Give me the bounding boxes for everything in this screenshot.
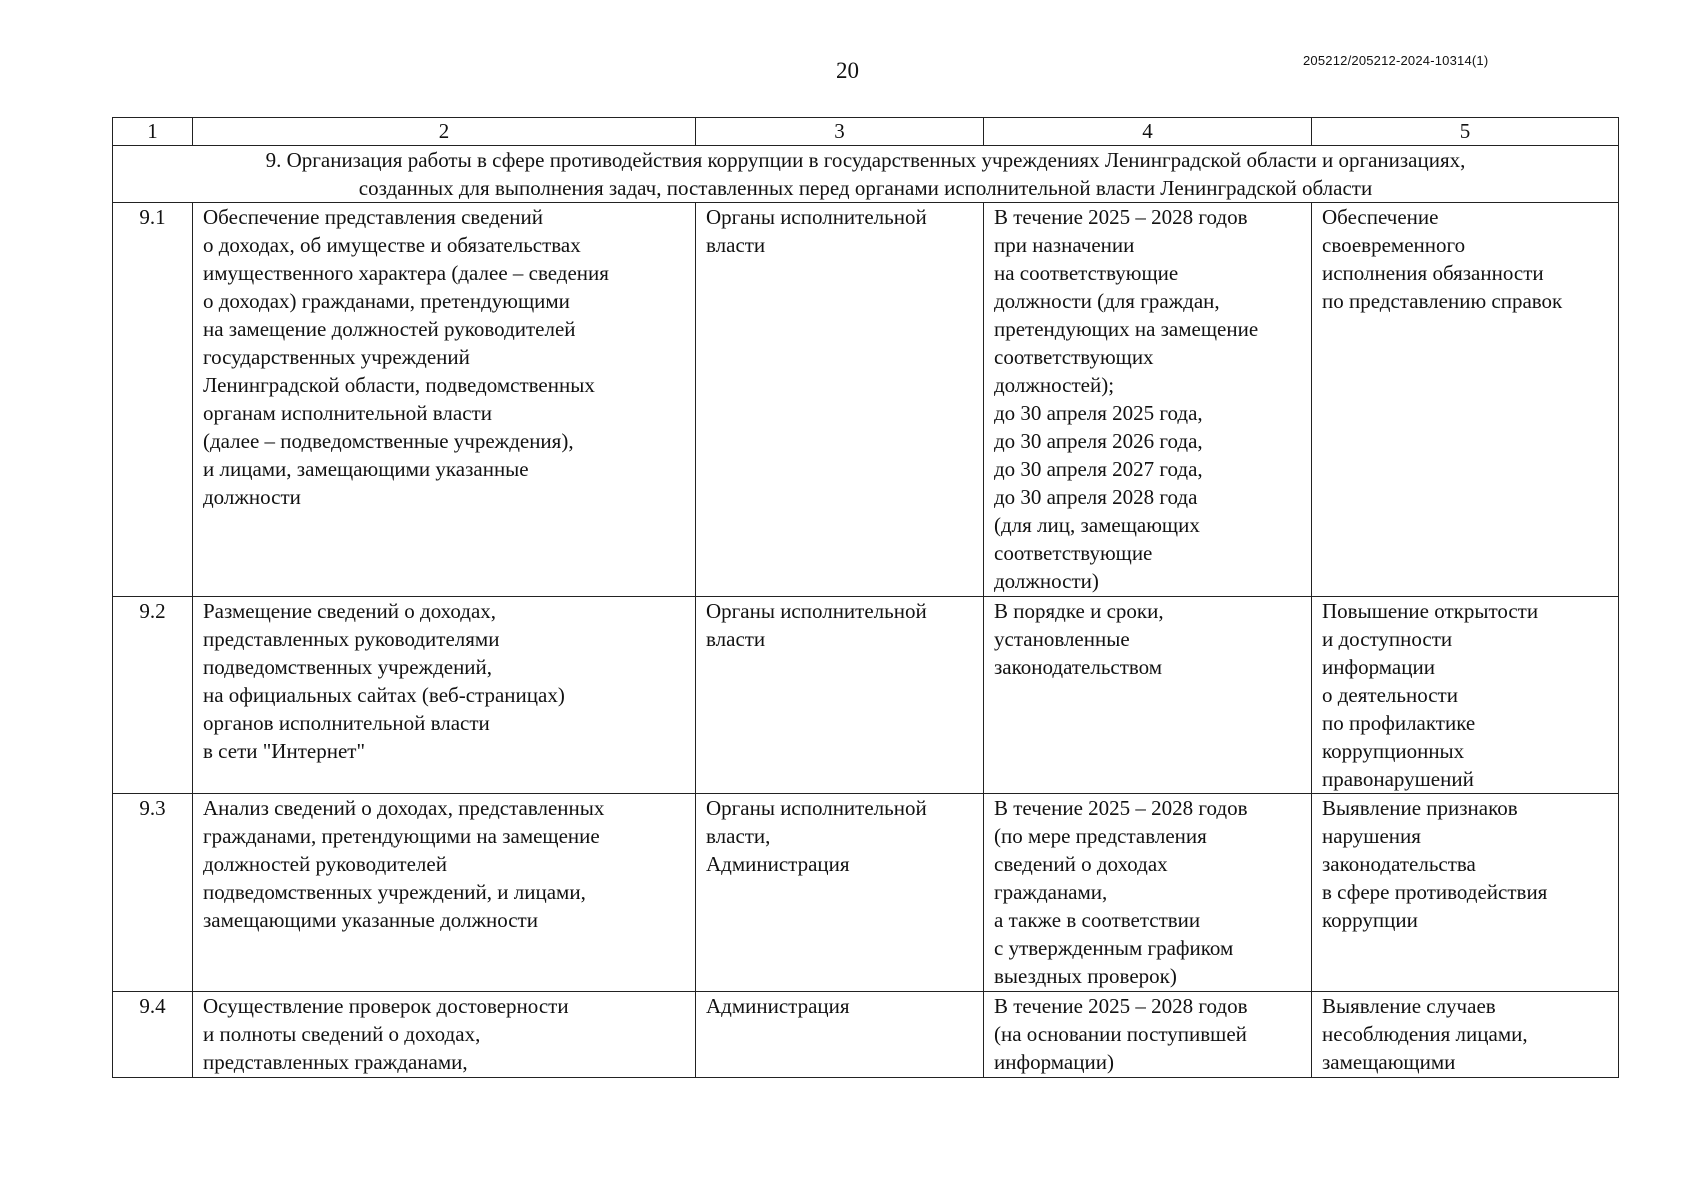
table-row xyxy=(113,992,1619,1078)
row-number: 9.4 xyxy=(113,992,193,1078)
deadline-cell: В течение 2025 – 2028 годов при назначении на соответствующие должности (для граждан, претендующих на замещение соответствующих должностей); до 30 апреля 2025 года, до 30 апреля 2026 года, до 30 апреля 2027 года, до 30 апреля 2028 года (для лиц, замещающих соответствующие должности) xyxy=(984,203,1312,597)
column-number: 5 xyxy=(1312,118,1619,146)
result-cell: Повышение открытости и доступности информации о деятельности по профилактике коррупционных правонарушений xyxy=(1312,597,1619,794)
table-row xyxy=(113,794,1619,992)
deadline-cell: В порядке и сроки, установленные законодательством xyxy=(984,597,1312,794)
executor-cell: Администрация xyxy=(696,992,984,1078)
measures-table xyxy=(112,117,1619,1078)
measure-cell: Размещение сведений о доходах, представленных руководителями подведомственных учреждений, на официальных сайтах (веб-страницах) органов исполнительной власти в сети "Интернет" xyxy=(193,597,696,794)
row-number: 9.2 xyxy=(113,597,193,794)
result-cell: Выявление случаев несоблюдения лицами, замещающими xyxy=(1312,992,1619,1078)
column-number: 3 xyxy=(696,118,984,146)
row-number: 9.3 xyxy=(113,794,193,992)
document-id: 205212/205212-2024-10314(1) xyxy=(1303,53,1489,68)
executor-cell: Органы исполнительной власти, Администрация xyxy=(696,794,984,992)
table-row xyxy=(113,203,1619,597)
deadline-cell: В течение 2025 – 2028 годов (на основании поступившей информации) xyxy=(984,992,1312,1078)
measure-cell: Анализ сведений о доходах, представленных гражданами, претендующими на замещение должностей руководителей подведомственных учреждений, и лицами, замещающими указанные должности xyxy=(193,794,696,992)
column-number: 4 xyxy=(984,118,1312,146)
section-title: 9. Организация работы в сфере противодействия коррупции в государственных учреждениях Ленинградской области и организациях, созданных для выполнения задач, поставленных перед органами исполнительной власти Ленинградской области xyxy=(113,146,1619,203)
column-number: 1 xyxy=(113,118,193,146)
executor-cell: Органы исполнительной власти xyxy=(696,597,984,794)
deadline-cell: В течение 2025 – 2028 годов (по мере представления сведений о доходах гражданами, а также в соответствии с утвержденным графиком выездных проверок) xyxy=(984,794,1312,992)
result-cell: Выявление признаков нарушения законодательства в сфере противодействия коррупции xyxy=(1312,794,1619,992)
page-number: 20 xyxy=(836,58,859,83)
row-number: 9.1 xyxy=(113,203,193,597)
executor-cell: Органы исполнительной власти xyxy=(696,203,984,597)
measure-cell: Обеспечение представления сведений о доходах, об имуществе и обязательствах имущественного характера (далее – сведения о доходах) гражданами, претендующими на замещение должностей руководителей государственных учреждений Ленинградской области, подведомственных органам исполнительной власти (далее – подведомственные учреждения), и лицами, замещающими указанные должности xyxy=(193,203,696,597)
result-cell: Обеспечение своевременного исполнения обязанности по представлению справок xyxy=(1312,203,1619,597)
table-row xyxy=(113,597,1619,794)
column-number-row xyxy=(113,118,1619,146)
column-number: 2 xyxy=(193,118,696,146)
measure-cell: Осуществление проверок достоверности и полноты сведений о доходах, представленных гражданами, xyxy=(193,992,696,1078)
section-row xyxy=(113,146,1619,203)
